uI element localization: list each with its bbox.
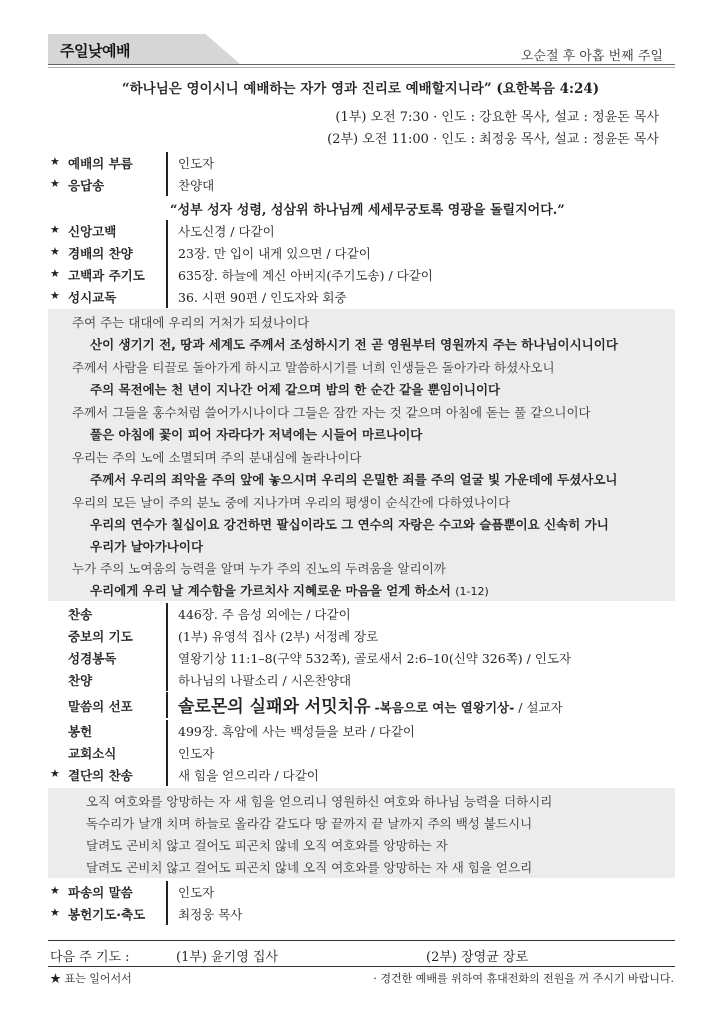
- order-label: 말씀의 선포: [68, 699, 133, 714]
- order-value: 새 힘을 얻으리라 / 다같이: [178, 768, 319, 783]
- stand-marker: ★: [50, 155, 60, 168]
- row-bar: [166, 220, 168, 242]
- order-label: 예배의 부름: [68, 156, 133, 171]
- reading-leader: 주께서 그들을 홍수처럼 쓸어가시나이다 그들은 잠깐 자는 것 같으며 아침에 돋는 풀 같으니이다: [72, 405, 591, 420]
- order-label: 성경봉독: [68, 651, 117, 666]
- next-week-prayer-label: 다음 주 기도 :: [50, 950, 130, 965]
- row-bar: [166, 286, 168, 308]
- order-label: 파송의 말씀: [68, 885, 133, 900]
- hymn-lyric-line: 오직 여호와를 앙망하는 자 새 힘을 얻으리니 영원하신 여호와 하나님 능력을 더하시리: [86, 794, 553, 809]
- service-info-1: (1부) 오전 7:30 · 인도 : 강요한 목사, 설교 : 정윤돈 목사: [335, 110, 659, 125]
- doxology: “성부 성자 성령, 성삼위 하나님께 세세무궁토록 영광을 돌릴지어다.”: [170, 203, 565, 218]
- order-value: 인도자: [178, 885, 215, 900]
- header-divider-thin: [48, 67, 675, 68]
- sermon-preacher: / 설교자: [518, 700, 563, 715]
- reading-response-text: 우리에게 우리 날 계수함을 가르치사 지혜로운 마음을 얻게 하소서: [90, 583, 451, 598]
- row-bar: [166, 742, 168, 764]
- order-label: 교회소식: [68, 746, 117, 761]
- row-bar: [166, 625, 168, 647]
- order-label: 결단의 찬송: [68, 768, 133, 783]
- next-week-prayer-first: (1부) 윤기영 집사: [176, 950, 279, 965]
- row-bar: [166, 903, 168, 925]
- order-label: 찬양: [68, 673, 93, 688]
- order-value: 635장. 하늘에 계신 아버지(주기도송) / 다같이: [178, 268, 433, 283]
- stand-note: ★ 표는 일어서서: [50, 972, 132, 985]
- stand-marker: ★: [50, 223, 60, 236]
- sermon-series: -복음으로 여는 열왕기상-: [374, 700, 515, 715]
- row-bar: [166, 720, 168, 742]
- stand-marker: ★: [50, 245, 60, 258]
- stand-marker: ★: [50, 884, 60, 897]
- order-value: 36. 시편 90편 / 인도자와 회중: [178, 290, 347, 305]
- order-label: 고백과 주기도: [68, 268, 145, 283]
- order-label: 봉헌기도·축도: [68, 907, 146, 922]
- liturgical-week: 오순절 후 아홉 번째 주일: [520, 49, 663, 64]
- reading-leader: 주여 주는 대대에 우리의 거처가 되셨나이다: [72, 315, 310, 330]
- order-value: 23장. 만 입이 내게 있으면 / 다같이: [178, 246, 371, 261]
- order-label: 경배의 찬양: [68, 246, 133, 261]
- service-info-2: (2부) 오전 11:00 · 인도 : 최정웅 목사, 설교 : 정윤돈 목사: [327, 132, 659, 147]
- reading-leader: 누가 주의 노여움의 능력을 알며 누가 주의 진노의 두려움을 알리이까: [72, 561, 446, 576]
- order-label: 봉헌: [68, 724, 93, 739]
- bulletin-title: 주일낮예배: [60, 42, 130, 60]
- order-label: 찬송: [68, 607, 93, 622]
- order-label: 신앙고백: [68, 224, 117, 239]
- reading-reference: (1-12): [455, 585, 489, 598]
- order-value: 하나님의 나팔소리 / 시온찬양대: [178, 673, 352, 688]
- order-value: 인도자: [178, 156, 215, 171]
- row-bar: [166, 242, 168, 264]
- hymn-lyric-line: 달려도 곤비치 않고 걸어도 피곤치 않네 오직 여호와를 앙망하는 자: [86, 838, 448, 853]
- sermon-title: 솔로몬의 실패와 서밋치유: [178, 697, 371, 717]
- stand-marker: ★: [50, 267, 60, 280]
- order-label: 응답송: [68, 178, 105, 193]
- row-bar: [166, 881, 168, 903]
- theme-verse: “하나님은 영이시니 예배하는 자가 영과 진리로 예배할지니라” (요한복음 4:24): [121, 81, 600, 97]
- reading-response: 우리가 날아가나이다: [90, 539, 204, 554]
- row-bar: [166, 647, 168, 669]
- row-bar: [166, 264, 168, 286]
- reading-response: 우리의 연수가 칠십이요 강건하면 팔십이라도 그 연수의 자랑은 수고와 슬픔뿐이요 신속히 가니: [90, 517, 609, 532]
- hymn-lyric-line: 독수리가 날개 치며 하늘로 올라감 같도다 땅 끝까지 끝 날까지 주의 백성 붙드시니: [86, 816, 533, 831]
- order-value: 최정웅 목사: [178, 907, 243, 922]
- header-divider: [48, 64, 675, 65]
- stand-marker: ★: [50, 289, 60, 302]
- order-value: 찬양대: [178, 178, 215, 193]
- order-label: 성시교독: [68, 290, 117, 305]
- row-bar: [166, 152, 168, 174]
- order-value: 열왕기상 11:1–8(구약 532쪽), 골로새서 2:6–10(신약 326쪽) / 인도자: [178, 651, 572, 666]
- row-bar: [166, 669, 168, 691]
- row-bar: [166, 174, 168, 196]
- order-value: (1부) 유영석 집사 (2부) 서정례 장로: [178, 629, 379, 644]
- next-week-prayer-second: (2부) 장영균 장로: [426, 950, 529, 965]
- stand-marker: ★: [50, 906, 60, 919]
- reading-response: 풀은 아침에 꽃이 피어 자라다가 저녁에는 시들어 마르나이다: [90, 427, 423, 442]
- reading-response: 주께서 우리의 죄악을 주의 앞에 놓으시며 우리의 은밀한 죄를 주의 얼굴 빛 가운데에 두셨사오니: [90, 472, 618, 487]
- row-bar: [166, 764, 168, 786]
- footer-divider-bottom: [48, 966, 675, 967]
- reading-leader: 주께서 사람을 티끌로 돌아가게 하시고 말씀하시기를 너희 인생들은 돌아가라 하셨사오니: [72, 360, 555, 375]
- hymn-lyric-line: 달려도 곤비치 않고 걸어도 피곤치 않네 오직 여호와를 앙망하는 자 새 힘을 얻으리: [86, 860, 533, 875]
- reading-response: [90, 581, 489, 599]
- stand-marker: ★: [50, 767, 60, 780]
- row-bar: [166, 692, 168, 718]
- reading-leader: 우리의 모든 날이 주의 분노 중에 지나가며 우리의 평생이 순식간에 다하였나이다: [72, 495, 511, 510]
- order-value: 499장. 흑암에 사는 백성들을 보라 / 다같이: [178, 724, 416, 739]
- footer-divider-top: [48, 940, 675, 941]
- order-value: 인도자: [178, 746, 215, 761]
- reading-response: 산이 생기기 전, 땅과 세계도 주께서 조성하시기 전 곧 영원부터 영원까지 주는 하나님이시니이다: [90, 337, 618, 352]
- row-bar: [166, 603, 168, 625]
- reading-response: 주의 목전에는 천 년이 지나간 어제 같으며 밤의 한 순간 같을 뿐임이니이다: [90, 382, 501, 397]
- stand-marker: ★: [50, 177, 60, 190]
- order-value: 446장. 주 음성 외에는 / 다같이: [178, 607, 351, 622]
- reading-leader: 우리는 주의 노에 소멸되며 주의 분내심에 놀라나이다: [72, 450, 362, 465]
- sermon-line: [178, 692, 563, 717]
- order-value: 사도신경 / 다같이: [178, 224, 275, 239]
- order-label: 중보의 기도: [68, 629, 133, 644]
- phone-notice: · 경건한 예배를 위하여 휴대전화의 전원을 꺼 주시기 바랍니다.: [373, 972, 674, 985]
